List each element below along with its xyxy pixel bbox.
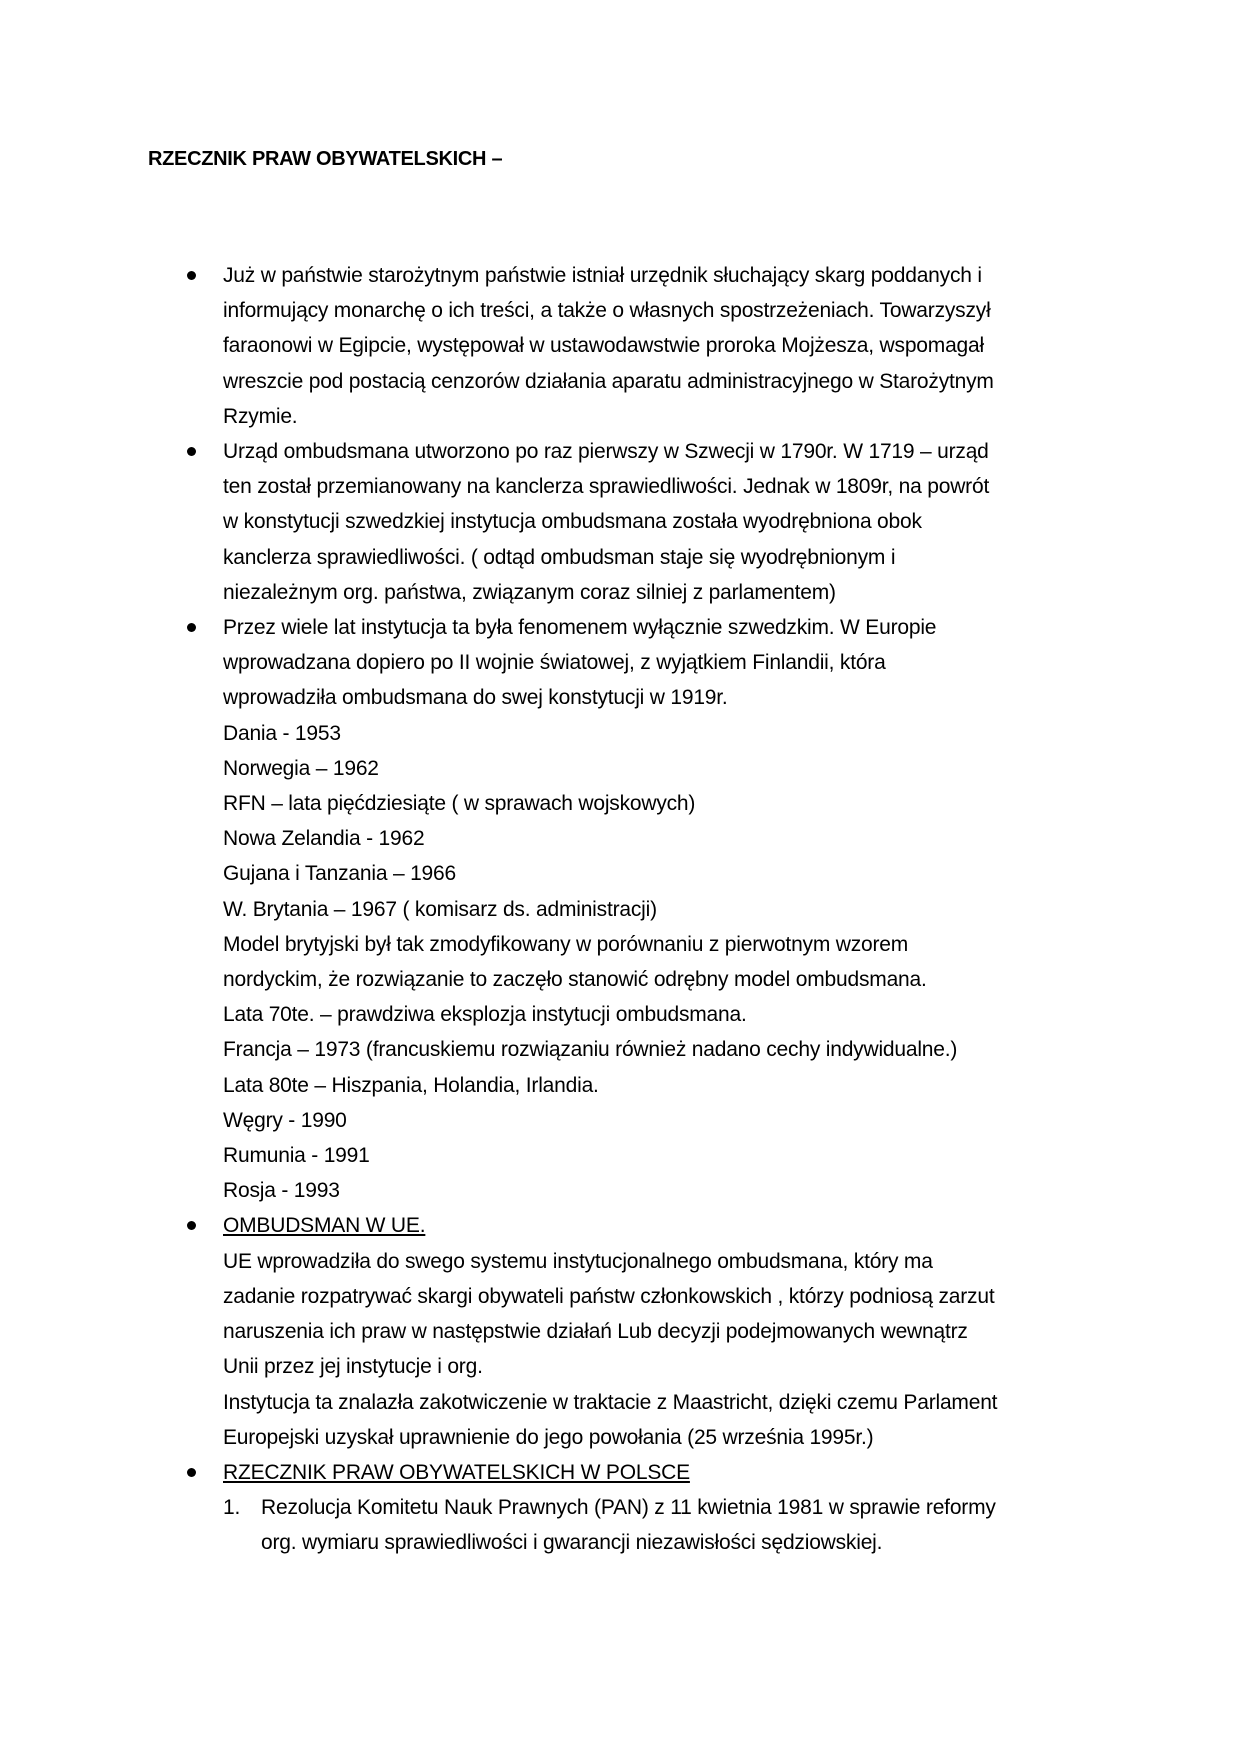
text-line: Model brytyjski był tak zmodyfikowany w porównaniu z pierwotnym wzorem — [223, 932, 909, 956]
bullet-ancient-origins — [185, 258, 1085, 434]
text-line: nordyckim, że rozwiązanie to zaczęło stanowić odrębny model ombudsmana. — [223, 968, 927, 992]
text-line: wprowadziła ombudsmana do swej konstytucji w 1919r. — [223, 686, 728, 710]
text-line: Instytucja ta znalazła zakotwiczenie w traktacie z Maastricht, dzięki czemu Parlament — [223, 1390, 998, 1414]
bullet-dot-icon — [187, 1468, 196, 1477]
bullet-ombudsman-eu — [185, 1208, 1085, 1454]
text-line: niezależnym org. państwa, związanym coraz silniej z parlamentem) — [223, 580, 836, 604]
country-year-line: Francja – 1973 (francuskiemu rozwiązaniu również nadano cechy indywidualne.) — [223, 1038, 958, 1062]
country-year-line: Gujana i Tanzania – 1966 — [223, 862, 456, 886]
section-heading: RZECZNIK PRAW OBYWATELSKICH W POLSCE — [223, 1460, 690, 1484]
bullet-dot-icon — [187, 623, 196, 632]
country-year-line: Nowa Zelandia - 1962 — [223, 827, 425, 851]
document-body — [185, 258, 1085, 1561]
text-line: kanclerza sprawiedliwości. ( odtąd ombudsman staje się wyodrębnionym i — [223, 545, 896, 569]
country-year-line: Norwegia – 1962 — [223, 756, 379, 780]
text-line: wprowadzana dopiero po II wojnie światowej, z wyjątkiem Finlandii, która — [223, 651, 886, 675]
country-year-line: Rumunia - 1991 — [223, 1144, 370, 1168]
country-year-line: W. Brytania – 1967 ( komisarz ds. administracji) — [223, 897, 657, 921]
text-line: Już w państwie starożytnym państwie istniał urzędnik słuchający skarg poddanych i — [223, 264, 982, 287]
text-line: Lata 70te. – prawdziwa eksplozja instytucji ombudsmana. — [223, 1003, 747, 1027]
bullet-europe-spread — [185, 610, 1085, 1208]
bullet-dot-icon — [187, 271, 196, 280]
text-line: Przez wiele lat instytucja ta była fenomenem wyłącznie szwedzkim. W Europie — [223, 616, 937, 640]
text-line: wreszcie pod postacią cenzorów działania aparatu administracyjnego w Starożytnym — [223, 369, 994, 393]
text-line: informujący monarchę o ich treści, a także o własnych spostrzeżeniach. Towarzyszył — [223, 299, 991, 323]
text-line: UE wprowadziła do swego systemu instytucjonalnego ombudsmana, który ma — [223, 1249, 933, 1273]
country-year-line: Rosja - 1993 — [223, 1179, 340, 1203]
country-year-line: Węgry - 1990 — [223, 1108, 347, 1132]
text-line: Europejski uzyskał uprawnienie do jego powołania (25 września 1995r.) — [223, 1425, 874, 1449]
bullet-dot-icon — [187, 1221, 196, 1230]
text-line: org. wymiaru sprawiedliwości i gwarancji niezawisłości sędziowskiej. — [261, 1531, 883, 1555]
text-line: zadanie rozpatrywać skargi obywateli państw członkowskich , którzy podniosą zarzut — [223, 1284, 995, 1308]
text-line: Unii przez jej instytucje i org. — [223, 1355, 483, 1379]
bullet-rpo-poland — [185, 1455, 1085, 1561]
country-year-line: Lata 80te – Hiszpania, Holandia, Irlandia. — [223, 1073, 599, 1097]
item-number: 1. — [223, 1496, 241, 1520]
bullet-dot-icon — [187, 447, 196, 456]
country-year-line: Dania - 1953 — [223, 721, 341, 745]
section-heading: OMBUDSMAN W UE. — [223, 1214, 426, 1238]
document-title: RZECZNIK PRAW OBYWATELSKICH – — [148, 148, 503, 170]
numbered-item — [223, 1490, 1085, 1560]
text-line: w konstytucji szwedzkiej instytucja ombudsmana została wyodrębniona obok — [223, 510, 922, 534]
country-year-line: RFN – lata pięćdziesiąte ( w sprawach wojskowych) — [223, 792, 696, 816]
bullet-sweden — [185, 434, 1085, 610]
text-line: faraonowi w Egipcie, występował w ustawodawstwie proroka Mojżesza, wspomagał — [223, 334, 984, 358]
text-line: Rzymie. — [223, 404, 298, 428]
text-line: naruszenia ich praw w następstwie działań Lub decyzji podejmowanych wewnątrz — [223, 1320, 968, 1344]
text-line: Urząd ombudsmana utworzono po raz pierwszy w Szwecji w 1790r. W 1719 – urząd — [223, 440, 989, 464]
text-line: Rezolucja Komitetu Nauk Prawnych (PAN) z 11 kwietnia 1981 w sprawie reformy — [261, 1496, 996, 1520]
text-line: ten został przemianowany na kanclerza sprawiedliwości. Jednak w 1809r, na powrót — [223, 475, 990, 499]
